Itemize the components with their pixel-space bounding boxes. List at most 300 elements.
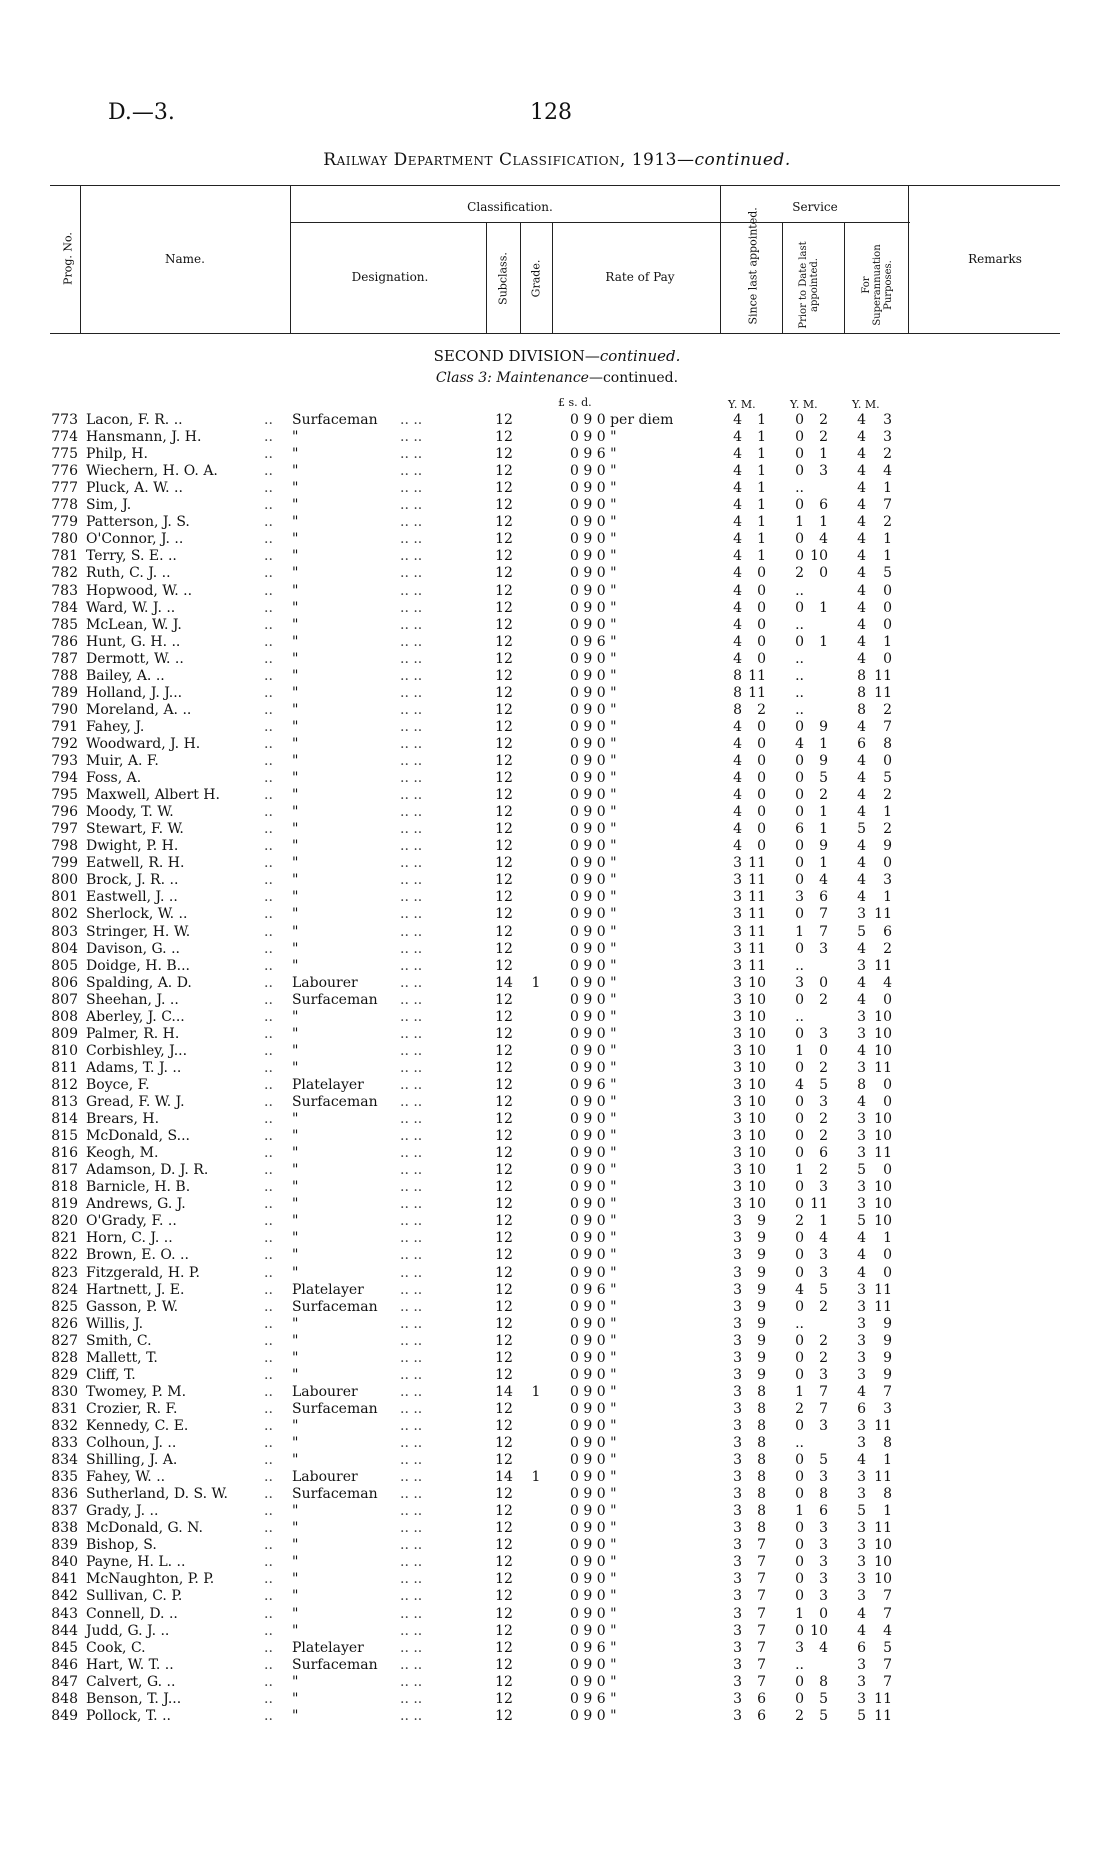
employee-name: Sutherland, D. S. W.	[86, 1486, 228, 1503]
since-months: 7	[757, 1673, 766, 1690]
since-months: 0	[757, 650, 766, 667]
since-months: 10	[748, 1196, 766, 1213]
leader-dots: ..	[264, 1656, 273, 1673]
super-years: 3	[857, 1179, 866, 1196]
table-row	[0, 1435, 1114, 1452]
since-months: 0	[757, 599, 766, 616]
employee-name: Pollock, T. ..	[86, 1707, 171, 1724]
rate-of-pay: 0 9 0 "	[570, 1094, 617, 1110]
super-years: 6	[857, 735, 866, 752]
table-row	[0, 1009, 1114, 1026]
leader-dots: ..	[264, 1537, 273, 1554]
table-row	[0, 736, 1114, 753]
leader-dots: ..	[264, 1315, 273, 1332]
prior-years: 0	[795, 906, 804, 923]
leader-dots: .. ..	[400, 1059, 423, 1076]
prior-years: ..	[795, 1008, 804, 1025]
since-months: 0	[757, 582, 766, 599]
employee-name: Willis, J.	[86, 1315, 144, 1332]
leader-dots: .. ..	[400, 701, 423, 718]
table-row	[0, 514, 1114, 531]
subclass: 12	[495, 957, 513, 974]
super-years: 4	[857, 889, 866, 906]
super-months: 2	[883, 446, 892, 463]
subclass: 12	[495, 753, 513, 769]
since-months: 7	[757, 1656, 766, 1673]
leader-dots: .. ..	[400, 446, 423, 463]
super-years: 4	[857, 838, 866, 855]
prog-no: 807	[51, 991, 78, 1008]
prog-no: 837	[51, 1503, 78, 1520]
prior-months: 8	[819, 1486, 828, 1503]
prior-months: 5	[819, 770, 828, 787]
col-name: Name.	[165, 252, 205, 266]
employee-name: Ruth, C. J. ..	[86, 565, 171, 582]
since-years: 3	[733, 1588, 742, 1605]
rate-of-pay: 0 9 0 "	[570, 1537, 617, 1554]
prior-months: 1	[819, 804, 828, 821]
unit-pay: £ s. d.	[558, 396, 592, 409]
designation: "	[292, 735, 299, 752]
prior-years: 0	[795, 787, 804, 804]
table-row	[0, 480, 1114, 497]
prior-years: ..	[795, 582, 804, 599]
since-years: 3	[733, 1673, 742, 1690]
subclass: 14	[495, 1469, 513, 1486]
leader-dots: ..	[264, 633, 273, 650]
super-years: 3	[857, 1128, 866, 1145]
super-years: 4	[857, 633, 866, 650]
prog-no: 773	[51, 412, 78, 428]
prior-years: 0	[795, 991, 804, 1008]
since-months: 0	[757, 753, 766, 769]
leader-dots: .. ..	[400, 1128, 423, 1145]
leader-dots: .. ..	[400, 1298, 423, 1315]
since-years: 4	[733, 531, 742, 548]
since-years: 3	[733, 889, 742, 906]
employee-name: Terry, S. E. ..	[86, 548, 177, 565]
since-months: 1	[757, 480, 766, 497]
designation: "	[292, 821, 299, 838]
employee-name: Aberley, J. C...	[86, 1008, 185, 1025]
leader-dots: .. ..	[400, 1383, 423, 1400]
rate-of-pay: 0 9 0 "	[570, 889, 617, 906]
prior-years: 1	[795, 1503, 804, 1520]
prog-no: 829	[51, 1366, 78, 1383]
subclass: 12	[495, 940, 513, 957]
leader-dots: .. ..	[400, 1162, 423, 1179]
leader-dots: .. ..	[400, 531, 423, 548]
prog-no: 843	[51, 1605, 78, 1622]
employee-name: Payne, H. L. ..	[86, 1554, 186, 1571]
rate-of-pay: 0 9 0 "	[570, 1452, 617, 1469]
subclass: 12	[495, 684, 513, 701]
subclass: 12	[495, 1452, 513, 1469]
leader-dots: .. ..	[400, 1503, 423, 1520]
leader-dots: .. ..	[400, 1639, 423, 1656]
super-months: 10	[874, 1554, 892, 1571]
employee-name: O'Connor, J. ..	[86, 531, 184, 548]
designation: "	[292, 1537, 299, 1554]
rate-of-pay: 0 9 0 "	[570, 531, 617, 548]
designation: "	[292, 616, 299, 633]
subclass: 14	[495, 974, 513, 991]
since-months: 11	[748, 906, 766, 923]
table-row	[0, 1606, 1114, 1623]
leader-dots: ..	[264, 735, 273, 752]
employee-name: Sim, J.	[86, 497, 132, 514]
super-months: 10	[874, 1025, 892, 1042]
leader-dots: ..	[264, 412, 273, 428]
employee-name: Hartnett, J. E.	[86, 1281, 185, 1298]
since-months: 10	[748, 1008, 766, 1025]
leader-dots: ..	[264, 1469, 273, 1486]
super-years: 3	[857, 1571, 866, 1588]
prior-years: 0	[795, 463, 804, 480]
leader-dots: ..	[264, 906, 273, 923]
rate-of-pay: 0 9 0 "	[570, 735, 617, 752]
prior-years: 1	[795, 1605, 804, 1622]
leader-dots: ..	[264, 974, 273, 991]
subclass: 12	[495, 1315, 513, 1332]
employee-name: Hansmann, J. H.	[86, 429, 202, 446]
subclass: 12	[495, 1605, 513, 1622]
designation: Surfaceman	[292, 412, 378, 428]
since-years: 3	[733, 1383, 742, 1400]
leader-dots: ..	[264, 1094, 273, 1110]
prior-years: 0	[795, 1554, 804, 1571]
leader-dots: ..	[264, 1383, 273, 1400]
table-row	[0, 1640, 1114, 1657]
employee-name: Brock, J. R. ..	[86, 872, 179, 889]
employee-name: Hopwood, W. ..	[86, 582, 193, 599]
col-rate: Rate of Pay	[605, 270, 675, 284]
super-years: 6	[857, 1639, 866, 1656]
since-months: 2	[757, 701, 766, 718]
table-row	[0, 531, 1114, 548]
prog-no: 835	[51, 1469, 78, 1486]
super-years: 3	[857, 1417, 866, 1434]
prior-months: 3	[819, 463, 828, 480]
rate-of-pay: 0 9 6 "	[570, 1281, 617, 1298]
leader-dots: ..	[264, 1622, 273, 1639]
table-row	[0, 889, 1114, 906]
prior-years: 0	[795, 599, 804, 616]
employee-name: Stringer, H. W.	[86, 923, 191, 940]
designation: "	[292, 718, 299, 735]
leader-dots: .. ..	[400, 770, 423, 787]
prog-no: 809	[51, 1025, 78, 1042]
prog-no: 802	[51, 906, 78, 923]
employee-name: Barnicle, H. B.	[86, 1179, 191, 1196]
col-remarks: Remarks	[968, 252, 1022, 266]
prog-no: 814	[51, 1111, 78, 1128]
super-years: 4	[857, 1264, 866, 1281]
since-years: 3	[733, 855, 742, 872]
col-divider	[720, 185, 721, 333]
employee-name: Boyce, F.	[86, 1076, 150, 1093]
table-row	[0, 1418, 1114, 1435]
since-years: 3	[733, 957, 742, 974]
employee-name: Kennedy, C. E.	[86, 1417, 189, 1434]
since-years: 3	[733, 1469, 742, 1486]
subclass: 12	[495, 1571, 513, 1588]
table-row	[0, 651, 1114, 668]
super-years: 4	[857, 1383, 866, 1400]
prior-months: 8	[819, 1673, 828, 1690]
table-row	[0, 804, 1114, 821]
super-months: 8	[883, 1486, 892, 1503]
designation: "	[292, 1520, 299, 1537]
since-years: 4	[733, 480, 742, 497]
super-years: 3	[857, 1196, 866, 1213]
leader-dots: ..	[264, 991, 273, 1008]
rate-of-pay: 0 9 0 "	[570, 804, 617, 821]
employee-name: Muir, A. F.	[86, 753, 159, 769]
table-row	[0, 548, 1114, 565]
prog-no: 786	[51, 633, 78, 650]
since-years: 3	[733, 1366, 742, 1383]
col-super: For Superannuation Purposes.	[861, 244, 894, 326]
prog-no: 779	[51, 514, 78, 531]
subclass: 12	[495, 1196, 513, 1213]
prog-no: 820	[51, 1213, 78, 1230]
super-years: 5	[857, 1707, 866, 1724]
super-years: 4	[857, 463, 866, 480]
since-months: 10	[748, 1111, 766, 1128]
prior-months: 2	[819, 1162, 828, 1179]
prog-no: 787	[51, 650, 78, 667]
super-years: 3	[857, 1366, 866, 1383]
rate-of-pay: 0 9 0 "	[570, 1230, 617, 1247]
employee-name: McLean, W. J.	[86, 616, 182, 633]
leader-dots: .. ..	[400, 1213, 423, 1230]
super-months: 7	[883, 497, 892, 514]
rate-of-pay: 0 9 0 "	[570, 872, 617, 889]
super-months: 7	[883, 718, 892, 735]
table-row	[0, 1588, 1114, 1605]
prior-years: 1	[795, 1383, 804, 1400]
prog-no: 847	[51, 1673, 78, 1690]
since-months: 9	[757, 1349, 766, 1366]
super-years: 6	[857, 1400, 866, 1417]
prior-months: 6	[819, 1145, 828, 1162]
since-months: 0	[757, 735, 766, 752]
designation: "	[292, 446, 299, 463]
prog-no: 775	[51, 446, 78, 463]
super-months: 10	[874, 1008, 892, 1025]
prog-no: 810	[51, 1042, 78, 1059]
subclass: 12	[495, 582, 513, 599]
prior-years: 3	[795, 974, 804, 991]
leader-dots: .. ..	[400, 1571, 423, 1588]
prior-months: 1	[819, 446, 828, 463]
super-years: 4	[857, 1230, 866, 1247]
leader-dots: .. ..	[400, 735, 423, 752]
since-months: 0	[757, 804, 766, 821]
designation: Surfaceman	[292, 1656, 378, 1673]
since-months: 11	[748, 855, 766, 872]
leader-dots: ..	[264, 514, 273, 531]
leader-dots: ..	[264, 446, 273, 463]
employee-name: Judd, G. J. ..	[86, 1622, 170, 1639]
employee-name: Spalding, A. D.	[86, 974, 192, 991]
leader-dots: ..	[264, 548, 273, 565]
leader-dots: .. ..	[400, 1656, 423, 1673]
leader-dots: ..	[264, 1554, 273, 1571]
prior-months: 2	[819, 1111, 828, 1128]
super-months: 7	[883, 1605, 892, 1622]
subclass: 12	[495, 1554, 513, 1571]
subclass: 12	[495, 514, 513, 531]
since-months: 9	[757, 1298, 766, 1315]
subclass: 12	[495, 889, 513, 906]
table-row	[0, 1282, 1114, 1299]
super-months: 0	[883, 1247, 892, 1264]
prior-months: 3	[819, 1571, 828, 1588]
prog-no: 781	[51, 548, 78, 565]
designation: "	[292, 480, 299, 497]
prior-months: 3	[819, 1469, 828, 1486]
designation: "	[292, 753, 299, 769]
prior-years: 2	[795, 1707, 804, 1724]
prior-months: 1	[819, 821, 828, 838]
leader-dots: ..	[264, 838, 273, 855]
prior-months: 1	[819, 1213, 828, 1230]
since-years: 3	[733, 974, 742, 991]
employee-name: Bishop, S.	[86, 1537, 157, 1554]
since-years: 3	[733, 1417, 742, 1434]
prior-months: 5	[819, 1707, 828, 1724]
rate-of-pay: 0 9 0 "	[570, 1417, 617, 1434]
table-row	[0, 1350, 1114, 1367]
super-years: 4	[857, 787, 866, 804]
super-years: 4	[857, 429, 866, 446]
super-months: 11	[874, 957, 892, 974]
super-years: 4	[857, 872, 866, 889]
subclass: 12	[495, 787, 513, 804]
since-years: 3	[733, 1639, 742, 1656]
prog-no: 812	[51, 1076, 78, 1093]
table-row	[0, 958, 1114, 975]
since-months: 1	[757, 463, 766, 480]
employee-name: Davison, G. ..	[86, 940, 180, 957]
since-months: 11	[748, 957, 766, 974]
since-months: 8	[757, 1520, 766, 1537]
prior-years: 3	[795, 889, 804, 906]
prog-no: 833	[51, 1435, 78, 1451]
leader-dots: .. ..	[400, 1094, 423, 1110]
prior-years: 0	[795, 1452, 804, 1469]
prior-months: 3	[819, 1025, 828, 1042]
rate-of-pay: 0 9 0 "	[570, 991, 617, 1008]
designation: "	[292, 1503, 299, 1520]
leader-dots: .. ..	[400, 1469, 423, 1486]
leader-dots: .. ..	[400, 1520, 423, 1537]
leader-dots: ..	[264, 565, 273, 582]
since-years: 4	[733, 565, 742, 582]
employee-name: Fitzgerald, H. P.	[86, 1264, 200, 1281]
since-years: 3	[733, 1332, 742, 1349]
since-months: 11	[748, 923, 766, 940]
prior-months: 3	[819, 940, 828, 957]
super-years: 8	[857, 667, 866, 684]
since-months: 8	[757, 1469, 766, 1486]
prog-no: 776	[51, 463, 78, 480]
designation: "	[292, 565, 299, 582]
designation: "	[292, 1145, 299, 1162]
prior-years: 0	[795, 1179, 804, 1196]
since-years: 3	[733, 1400, 742, 1417]
rate-of-pay: 0 9 0 "	[570, 1400, 617, 1417]
prior-years: ..	[795, 701, 804, 718]
designation: "	[292, 531, 299, 548]
subclass: 12	[495, 906, 513, 923]
super-years: 3	[857, 1673, 866, 1690]
super-years: 4	[857, 514, 866, 531]
prior-years: 0	[795, 838, 804, 855]
leader-dots: ..	[264, 1349, 273, 1366]
subclass: 12	[495, 804, 513, 821]
prog-no: 827	[51, 1332, 78, 1349]
since-years: 3	[733, 1571, 742, 1588]
leader-dots: ..	[264, 667, 273, 684]
table-row	[0, 1452, 1114, 1469]
super-years: 4	[857, 940, 866, 957]
since-months: 0	[757, 838, 766, 855]
table-row	[0, 1674, 1114, 1691]
leader-dots: .. ..	[400, 1452, 423, 1469]
table-row	[0, 600, 1114, 617]
designation: "	[292, 1111, 299, 1128]
since-years: 3	[733, 1435, 742, 1451]
leader-dots: .. ..	[400, 889, 423, 906]
rate-of-pay: 0 9 0 "	[570, 1179, 617, 1196]
super-years: 3	[857, 1690, 866, 1707]
leader-dots: .. ..	[400, 991, 423, 1008]
prog-no: 795	[51, 787, 78, 804]
leader-dots: ..	[264, 1008, 273, 1025]
super-months: 4	[883, 1622, 892, 1639]
super-months: 3	[883, 429, 892, 446]
employee-name: Dwight, P. H.	[86, 838, 179, 855]
leader-dots: .. ..	[400, 957, 423, 974]
since-months: 0	[757, 787, 766, 804]
super-years: 8	[857, 684, 866, 701]
leader-dots: .. ..	[400, 497, 423, 514]
prior-years: 6	[795, 821, 804, 838]
prior-months: 9	[819, 718, 828, 735]
col-classification: Classification.	[467, 200, 553, 214]
rate-of-pay: 0 9 0 "	[570, 616, 617, 633]
designation: "	[292, 1366, 299, 1383]
prior-years: 0	[795, 1196, 804, 1213]
since-years: 3	[733, 1111, 742, 1128]
super-years: 4	[857, 804, 866, 821]
prior-months: 4	[819, 531, 828, 548]
since-years: 4	[733, 753, 742, 769]
super-years: 3	[857, 1349, 866, 1366]
employee-name: McDonald, G. N.	[86, 1520, 203, 1537]
since-months: 11	[748, 872, 766, 889]
employee-name: Sheehan, J. ..	[86, 991, 179, 1008]
leader-dots: .. ..	[400, 1025, 423, 1042]
employee-name: Pluck, A. W. ..	[86, 480, 183, 497]
since-years: 3	[733, 1025, 742, 1042]
super-years: 4	[857, 991, 866, 1008]
prior-months: 6	[819, 889, 828, 906]
leader-dots: .. ..	[400, 804, 423, 821]
